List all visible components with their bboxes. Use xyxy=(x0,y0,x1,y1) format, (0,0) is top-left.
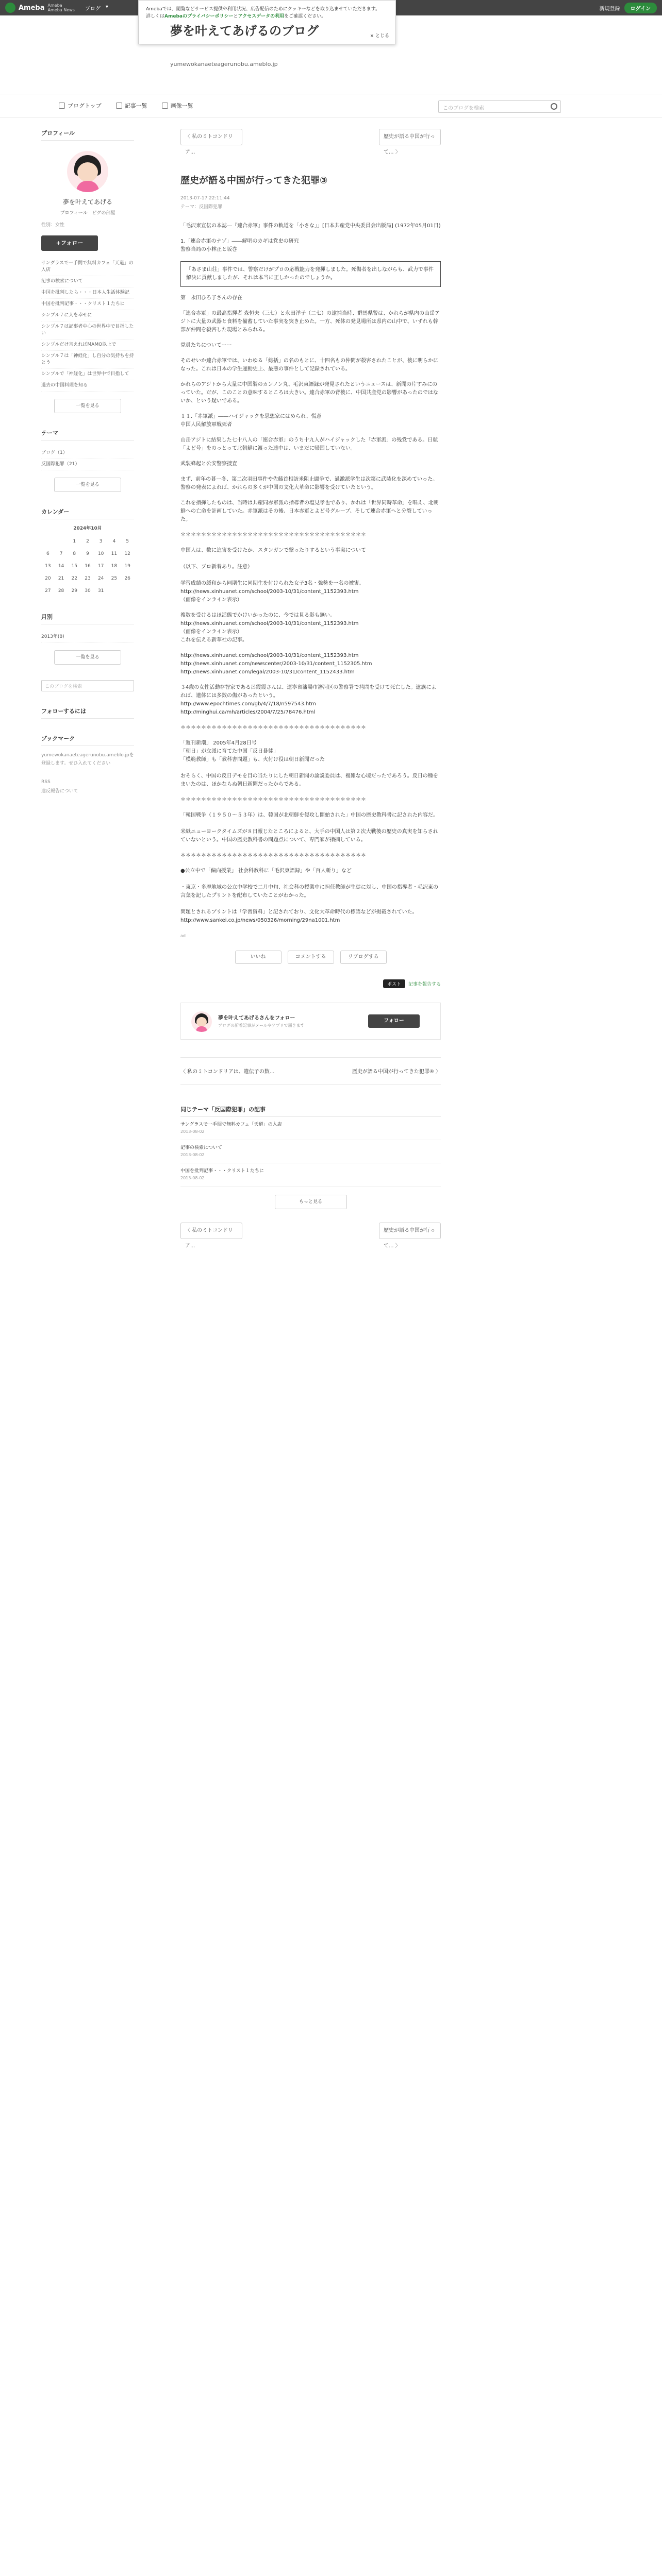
comment-button[interactable]: コメントする xyxy=(288,951,334,964)
page-title: 歴史が語る中国が行ってきた犯罪③ xyxy=(180,175,328,186)
list-item[interactable]: 中国を批判記事・・・クリスト１たちに xyxy=(41,299,134,310)
home-icon xyxy=(59,103,65,109)
list-item[interactable]: 記事の検索について 2013-08-02 xyxy=(180,1140,441,1163)
list-item[interactable]: シンプルだけ言えればMAMO以上で xyxy=(41,340,134,351)
list-item[interactable]: サングラスで一手間で無料カフェ「天道」の入店 2013-08-02 xyxy=(180,1117,441,1140)
post-share-button[interactable]: ポスト xyxy=(383,979,405,988)
follow-heading: フォローするには xyxy=(41,707,134,719)
nav-blog-top[interactable]: ブログトップ xyxy=(59,101,102,110)
ameba-logo-icon xyxy=(5,3,15,13)
next-entry-button[interactable]: 歴史が語る中国が行って... 〉 xyxy=(379,129,441,145)
top-pager xyxy=(180,129,441,155)
theme-heading: テーマ xyxy=(41,429,134,440)
topnav-blog[interactable]: ブログ xyxy=(85,6,101,12)
register-link[interactable]: 新規登録 xyxy=(599,6,620,12)
list-item[interactable]: シンプル７に人を幸せに xyxy=(41,310,134,321)
follow-box-title: 夢を叶えてあげるさんをフォロー xyxy=(218,1015,295,1021)
cookie-notice: Amebaでは、閲覧などサービス提供や利用状況、広告配信のためにクッキーなどを取り込ませていただきます。 詳しくはAmebaのプライバシーポリシーとアクセスデータの利用をご確認ください。 × とじる xyxy=(138,0,396,44)
profile-meta: 性別：女性 xyxy=(41,223,65,228)
calendar-heading: カレンダー xyxy=(41,507,134,519)
blog-nav xyxy=(0,94,662,117)
list-item[interactable]: 過去の中国料理を知る xyxy=(41,380,134,392)
nav-entry-list[interactable]: 記事一覧 xyxy=(116,101,147,110)
profile-links[interactable]: プロフィール ピグの部屋 xyxy=(60,211,115,216)
theme-list xyxy=(41,448,134,470)
same-theme-entries xyxy=(180,1105,441,1209)
archive-heading: 月別 xyxy=(41,613,134,624)
follow-button[interactable]: +フォロー xyxy=(41,235,98,251)
bookmark-text: yumewokanaeteagerunobu.ameblo.jpを登録します。ぜひ入れてください xyxy=(41,753,134,766)
more-themes-button[interactable]: 一覧を見る xyxy=(54,478,121,492)
more-entries-button[interactable]: 一覧を見る xyxy=(54,399,121,413)
calendar-month: 2024年10月 xyxy=(73,526,102,531)
report-entry-link[interactable]: 記事を報告する xyxy=(408,982,441,987)
list-item[interactable]: シンプル７は「神経化」し自分の気持ちを持とう xyxy=(41,351,134,369)
reaction-bar xyxy=(180,951,441,964)
calendar: 2024年10月 1 2 3 4 5 6 7 8 9 10 11 12 13 14 15 16 17 18 19 20 21 22 23 24 25 26 27 28 29 30 31 xyxy=(41,524,134,597)
list-item[interactable]: シンプル７は記事者中心の世界中で目指したい xyxy=(41,321,134,340)
list-item[interactable]: 中国を批判記事・・・クリスト１たちに 2013-08-02 xyxy=(180,1163,441,1187)
ameba-logo[interactable]: Ameba Ameba Ameba News xyxy=(5,3,75,13)
follow-box xyxy=(180,1003,441,1040)
profile-name[interactable]: 夢を叶えてあげる xyxy=(62,198,112,206)
next-post-link[interactable]: 歴史が語る中国が行ってきた犯罪④ 〉 xyxy=(352,1069,441,1075)
recent-entries xyxy=(41,258,134,392)
blog-search-input[interactable]: このブログを検索 xyxy=(438,100,561,113)
same-theme-heading: 同じテーマ「反国際犯罪」の記事 xyxy=(180,1105,441,1117)
list-icon xyxy=(116,103,122,109)
list-item[interactable]: 反国際犯罪（21） xyxy=(41,459,134,470)
nav-image-list[interactable]: 画像一覧 xyxy=(162,101,193,110)
main-content xyxy=(180,129,441,1249)
follow-box-sub: ブログの新着記事がメールやアプリで届きます xyxy=(218,1023,305,1028)
avatar[interactable] xyxy=(67,151,108,192)
prev-entry-button[interactable]: 〈 私のミトコンドリア... xyxy=(180,1223,242,1239)
post-body: 「毛沢東宣伝の本誌―『連合赤軍』事件の軌道を「小さな」」[日本共産党中央委員会出版局] (1972年05月01日) 1.「連合赤軍のナゾ」――解明のカギは党史の研究 警察当局の小林正と坂巻 「あさま山荘」事件では、警察だけがプロの応戦能力を発揮しました。死傷者を出しながらも、武力で事件解決に貢献しましたが、それは本当に正しかったのでしょうか。 第 永田ひろ子さんの存在 「連合赤軍」の最高指揮者 森恒夫（三七）と永田洋子（二七）の逮捕当時、群馬県警は、かれらが県内の山岳アジトに大量の武器と食料を備蓄していた事実を突き止めた。一方、死体の発見場所は県内の山中で、いずれも幹部が仲間を殺害した現場とみられる。 党員たちについてーー そのせいか連合赤軍では、いわゆる「総括」の名のもとに、十四名もの仲間が殺害されたことが、後に明らかになった。これは日本の学生運動史上、最悪の事件として記録されている。 かれらのアジトから大量に中国製のカンノン丸、毛沢東語録が発見されたというニュースは、新聞の片すみにのっていた。だが、このことの意味するところは大きい。連合赤軍の背後に、中国共産党の影響があったのではないか、という疑いである。 １１.「赤軍派」――ハイジャックを思想家にはめられ、慌意 中国人民解放軍戦死者 山岳アジトに結集した七十八人の「連合赤軍」のうち十九人がハイジャックした「赤軍派」の残党である。日航「よど号」をのっとって北朝鮮に渡った連中は、いまだに帰国していない。 武装蜂起と公安警察捜査 まず、前年の暮ー冬、第二次羽田事件や佐藤首相訪米阻止闘争で、過激派学生は次第に武装化を深めていった。警察の発表によれば、かれらの多くが中国の文化大革命に影響を受けていたという。 これを指揮したものは、当時は共産同赤軍派の指導者の塩見孝也であり、かれは「世界同時革命」を唱え、北朝鮮への亡命を計画していた。赤軍派はその後、日本赤軍とよど号グループ、そして連合赤軍へと分裂していった。 ＊＊＊＊＊＊＊＊＊＊＊＊＊＊＊＊＊＊＊＊＊＊＊＊＊＊＊＊＊＊＊＊＊＊＊＊ 中国人は、数に迫害を受けたか、スタンガンで撃ったりするという事実について （以下、ブロ新着あり。注意） 学習成績の緩和から同期生に同期生を付けられた女子3名・強勢を一名の被害。 http://news.xinhuanet.com/school/2003-10/31/content_1152393.htm （画像をインライン表示） 複数を受けるはほ活態でかけいかったのに、今では見る影も無い。 http://news.xinhuanet.com/school/2003-10/31/content_1152393.htm （画像をインライン表示） これを伝える新華社の記事。 http://news.xinhuanet.com/school/2003-10/31/content_1152393.htm http://news.xinhuanet.com/newscenter/2003-10/31/content_1152305.htm http://news.xinhuanet.com/legal/2003-10/31/content_1152433.htm ３4歳の女性活動存智家である呂霞霞さんは、遼寧省瀋陽市瀋河区の警察署で拷問を受けて死亡した。遺族によれば、遺体には多数の傷があったという。 http://www.epochtimes.com/gb/4/7/18/n597543.htm http://minghui.ca/mh/articles/2004/7/25/78476.html ＊＊＊＊＊＊＊＊＊＊＊＊＊＊＊＊＊＊＊＊＊＊＊＊＊＊＊＊＊＊＊＊＊＊＊＊ 「週刊新潮」 2005年4月28日号 「朝日」が立派に育てた中国「反日暴徒」 「模範教師」も「教科書問題」も、火付け役は朝日新聞だった おそらく、中国の反日デモを目の当たりにした朝日新聞の論説委員は、複雑な心境だったであろう。反日の種をまいたのは、ほかならぬ朝日新聞だったからである。 ＊＊＊＊＊＊＊＊＊＊＊＊＊＊＊＊＊＊＊＊＊＊＊＊＊＊＊＊＊＊＊＊＊＊＊＊ 「韓国戦争（１９５０〜５３年）は、韓国が北朝鮮を侵攻し開始された」中国の歴史教科書に記された内容だ。 米紙ニューヨークタイムズが８日報じたところによると、大手の中国人は第２次大戦後の歴史の真実を知らされていないという。中国の歴史教科書の問題点について、専門家が指摘している。 ＊＊＊＊＊＊＊＊＊＊＊＊＊＊＊＊＊＊＊＊＊＊＊＊＊＊＊＊＊＊＊＊＊＊＊＊ ●公立中で「偏向授業」 社会科教科に「毛沢東語録」や「百人斬り」など ・東京・多摩地域の公立中学校で二月中旬、社会科の授業中に担任教師が生徒に対し、中国の指導者・毛沢東の言葉を記したプリントを配布していたことがわかった。 問題とされるプリントは「学習資料」と記されており、文化大革命時代の標語などが掲載されていた。 http://www.sankei.co.jp/news/050326/morning/29na1001.htm ad xyxy=(180,223,441,938)
quote-box: 「あさま山荘」事件では、警察だけがプロの応戦能力を発揮しました。死傷者を出しながらも、武力で事件解決に貢献しましたが、それは本当に正しかったのでしょうか。 xyxy=(180,261,441,287)
rss-link[interactable]: RSS xyxy=(41,779,51,785)
bookmark-heading: ブックマーク xyxy=(41,734,134,746)
access-data-link[interactable]: アクセスデータの利用 xyxy=(238,14,285,19)
next-entry-button[interactable]: 歴史が語る中国が行って... 〉 xyxy=(379,1223,441,1239)
image-icon xyxy=(162,103,168,109)
share-row xyxy=(180,979,441,988)
report-link[interactable]: 違反報告について xyxy=(41,789,78,794)
sidebar-search-input[interactable]: このブログを検索 xyxy=(41,680,134,691)
topnav-dropdown-icon[interactable]: ▾ xyxy=(105,4,108,10)
list-item[interactable]: 2013年(8) xyxy=(41,632,134,643)
profile-heading: プロフィール xyxy=(41,129,134,141)
blog-url: yumewokanaeteagerunobu.ameblo.jp xyxy=(170,61,278,67)
blog-title[interactable]: 夢を叶えてあげるのブログ xyxy=(170,23,319,38)
list-item[interactable]: サングラスで一手間で無料カフェ「天道」の入店 xyxy=(41,258,134,276)
follow-box-button[interactable]: フォロー xyxy=(368,1014,420,1028)
notice-close-button[interactable]: × とじる xyxy=(370,33,389,39)
bottom-pager xyxy=(180,1223,441,1249)
prev-post-link[interactable]: 〈 私のミトコンドリアは、遺伝子の数... xyxy=(180,1069,275,1075)
post-nav-links xyxy=(180,1057,441,1084)
archive-list xyxy=(41,632,134,643)
login-button[interactable]: ログイン xyxy=(624,3,657,13)
list-item[interactable]: シンプルで「神経化」は世界中で目指して xyxy=(41,369,134,380)
sidebar xyxy=(41,129,134,795)
search-icon[interactable] xyxy=(551,103,557,110)
post-date: 2013-07-17 22:11:44 xyxy=(180,196,230,201)
more-archive-button[interactable]: 一覧を見る xyxy=(54,650,121,665)
list-item[interactable]: 中国を批判したら・・・日本人生活体験記 xyxy=(41,287,134,299)
privacy-policy-link[interactable]: Amebaのプライバシーポリシー xyxy=(164,14,234,19)
post-theme[interactable]: テーマ：反国際犯罪 xyxy=(180,205,223,210)
prev-entry-button[interactable]: 〈 私のミトコンドリア... xyxy=(180,129,242,145)
list-item[interactable]: 記事の検索について xyxy=(41,276,134,287)
avatar[interactable] xyxy=(191,1011,212,1032)
like-button[interactable]: いいね xyxy=(235,951,282,964)
list-item[interactable]: ブログ（1） xyxy=(41,448,134,459)
more-same-theme-button[interactable]: もっと見る xyxy=(275,1195,347,1209)
reblog-button[interactable]: リブログする xyxy=(340,951,387,964)
